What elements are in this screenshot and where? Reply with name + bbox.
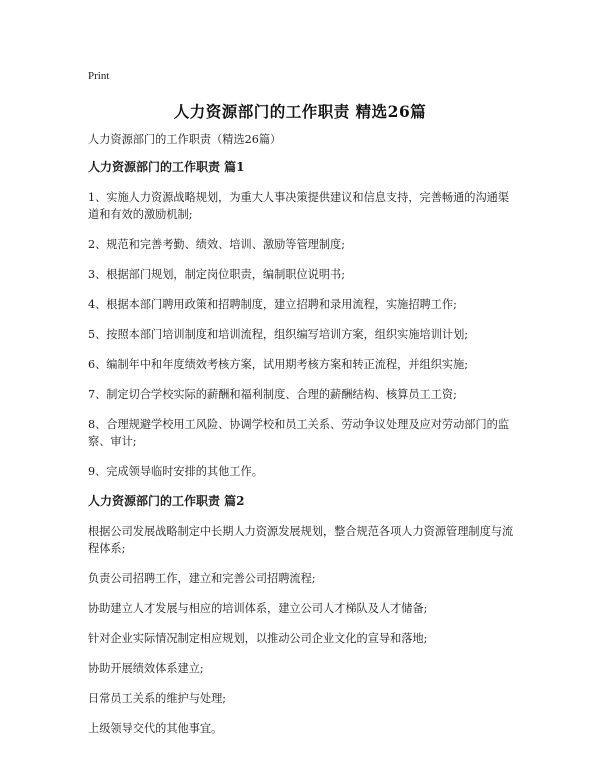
paragraph: 7、制定切合学校实际的薪酬和福利制度、合理的薪酬结构、核算员工工资; (88, 388, 457, 401)
paragraph: 负责公司招聘工作，建立和完善公司招聘流程; (88, 572, 316, 585)
document-body (88, 131, 520, 750)
paragraph: 日常员工关系的维护与处理; (88, 692, 227, 705)
paragraph: 2、规范和完善考勤、绩效、培训、激励等管理制度; (88, 238, 346, 251)
paragraph: 协助建立人才发展与相应的培训体系，建立公司人才梯队及人才储备; (88, 602, 428, 615)
paragraph: 6、编制年中和年度绩效考核方案，试用期考核方案和转正流程，并组织实施; (88, 358, 469, 371)
paragraph: 5、按照本部门培训制度和培训流程，组织编写培训方案，组织实施培训计划; (88, 328, 469, 341)
section-2 (88, 493, 520, 737)
document-title: 人力资源部门的工作职责 精选26篇 (173, 102, 427, 121)
section-1 (88, 159, 520, 480)
paragraph: 1、实施人力资源战略规划，为重大人事决策提供建议和信息支持，完善畅通的沟通渠道和有效的激励机制; (88, 191, 510, 221)
paragraph: 协助开展绩效体系建立; (88, 662, 204, 675)
paragraph: 3、根据部门规划，制定岗位职责，编制职位说明书; (88, 268, 346, 281)
paragraph: 针对企业实际情况制定相应规划，以推动公司企业文化的宣导和落地; (88, 632, 428, 645)
section-heading: 人力资源部门的工作职责 篇2 (88, 494, 245, 508)
paragraph: 上级领导交代的其他事宜。 (88, 722, 223, 735)
print-label: Print (88, 70, 110, 82)
document-subtitle: 人力资源部门的工作职责（精选26篇） (88, 133, 282, 146)
paragraph: 4、根据本部门聘用政策和招聘制度，建立招聘和录用流程，实施招聘工作; (88, 298, 457, 311)
paragraph: 根据公司发展战略制定中长期人力资源发展规划，整合规范各项人力资源管理制度与流程体系; (88, 525, 514, 555)
paragraph: 9、完成领导临时安排的其他工作。 (88, 465, 263, 478)
paragraph: 8、合理规避学校用工风险、协调学校和员工关系、劳动争议处理及应对劳动部门的监察、审计; (88, 418, 510, 448)
section-heading: 人力资源部门的工作职责 篇1 (88, 160, 245, 174)
